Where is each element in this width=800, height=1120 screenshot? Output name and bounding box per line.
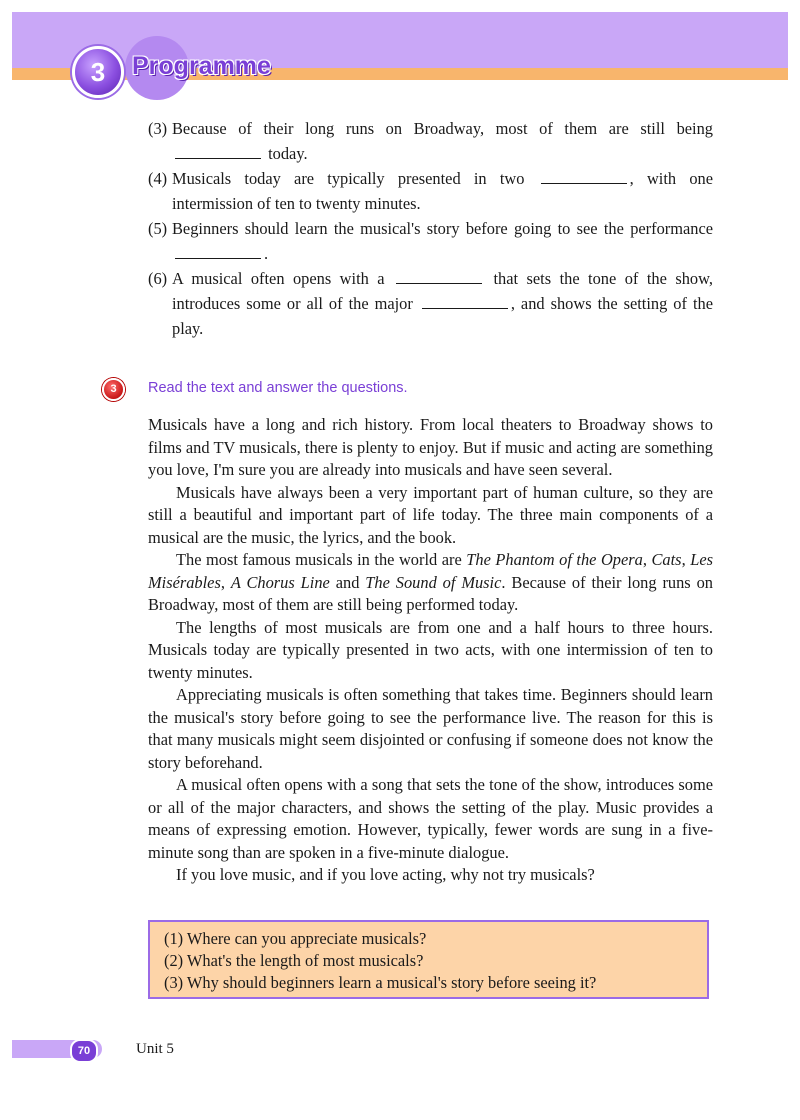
task-instruction: Read the text and answer the questions. — [148, 380, 408, 396]
item-text — [172, 166, 713, 216]
text-run: , — [681, 550, 691, 569]
musical-title: Cats — [651, 550, 682, 569]
item-text — [172, 216, 713, 266]
text-part: today. — [264, 144, 308, 163]
text-run: . Because of their long runs on Broadway, most of them are still being performed today. — [148, 572, 713, 614]
text-part: , with one intermission of ten to twenty minutes. — [172, 169, 714, 213]
question-item: (2) What's the length of most musicals? — [164, 951, 424, 970]
answer-blank[interactable] — [396, 282, 482, 284]
text-part: . — [264, 244, 269, 263]
text-run: and — [329, 572, 366, 592]
page-number: 70 — [70, 1039, 98, 1063]
fill-item-6 — [148, 266, 713, 341]
item-text — [172, 266, 713, 341]
section-number-badge: 3 — [72, 46, 124, 98]
fill-item-4 — [148, 166, 713, 216]
passage-paragraph: Appreciating musicals is often something that takes time. Beginners should learn the musical's story before going to see the performance live. The reason for this is that many musicals might seem disjointed or confusing if someone does not know the story beforehand. — [148, 685, 713, 772]
item-number: (5) — [148, 219, 168, 238]
task-number-badge: 3 — [102, 378, 125, 401]
passage-paragraph: The lengths of most musicals are from one and a half hours to three hours. Musicals today are typically presented in two acts, with one intermission of ten to twenty minutes. — [148, 617, 713, 682]
answer-blank[interactable] — [175, 157, 261, 159]
passage-paragraph: Musicals have a long and rich history. From local theaters to Broadway shows to films and TV musicals, there is plenty to enjoy. But if music and acting are something you love, I'm sure you are already into musicals and have seen several. — [148, 415, 713, 479]
text-part: Musicals today are typically presented in two — [172, 169, 538, 188]
passage-paragraph: A musical often opens with a song that sets the tone of the show, introduces some or all of the major characters, and shows the setting of the play. Music provides a means of expressing emotion. However, typically, fewer words are sung in a five-minute song than are spoken in a five-minute dialogue. — [148, 775, 713, 862]
fill-item-5 — [148, 216, 713, 266]
text-run: , — [220, 572, 231, 592]
text-run: The most famous musicals in the world are — [176, 550, 467, 569]
text-run: , — [642, 550, 652, 569]
text-part: Beginners should learn the musical's story before going to see the performance — [172, 219, 713, 238]
text-part: that sets the tone of the show, introduces some or all of the major — [172, 269, 713, 313]
item-text — [172, 116, 713, 166]
question-item: (3) Why should beginners learn a musical's story before seeing it? — [164, 973, 597, 992]
questions-box — [148, 920, 709, 999]
item-number: (3) — [148, 119, 168, 138]
item-number: (6) — [148, 269, 168, 288]
musical-title: The Phantom of the Opera — [466, 550, 643, 569]
answer-blank[interactable] — [541, 182, 627, 184]
answer-blank[interactable] — [175, 257, 261, 259]
musical-title: Les Misérables — [148, 550, 713, 592]
reading-passage — [148, 414, 713, 887]
section-title: Programme — [132, 52, 271, 80]
musical-title: The Sound of Music — [365, 572, 502, 592]
passage-paragraph: Musicals have always been a very important part of human culture, so they are still a beautiful and important part of life today. The three main components of a musical are the music, the lyrics, and the book. — [148, 482, 713, 547]
passage-paragraph: If you love music, and if you love acting, why not try musicals? — [176, 865, 595, 884]
question-item: (1) Where can you appreciate musicals? — [164, 929, 427, 948]
item-number: (4) — [148, 169, 168, 188]
fill-in-list — [148, 116, 713, 341]
text-part: A musical often opens with a — [172, 269, 394, 288]
unit-label: Unit 5 — [136, 1041, 174, 1057]
text-part: Because of their long runs on Broadway, most of them are still being — [172, 119, 713, 138]
fill-item-3 — [148, 116, 713, 166]
answer-blank[interactable] — [422, 307, 508, 309]
text-part: , and shows the setting of the play. — [172, 294, 713, 338]
passage-paragraph — [148, 549, 713, 617]
musical-title: A Chorus Line — [230, 572, 330, 592]
